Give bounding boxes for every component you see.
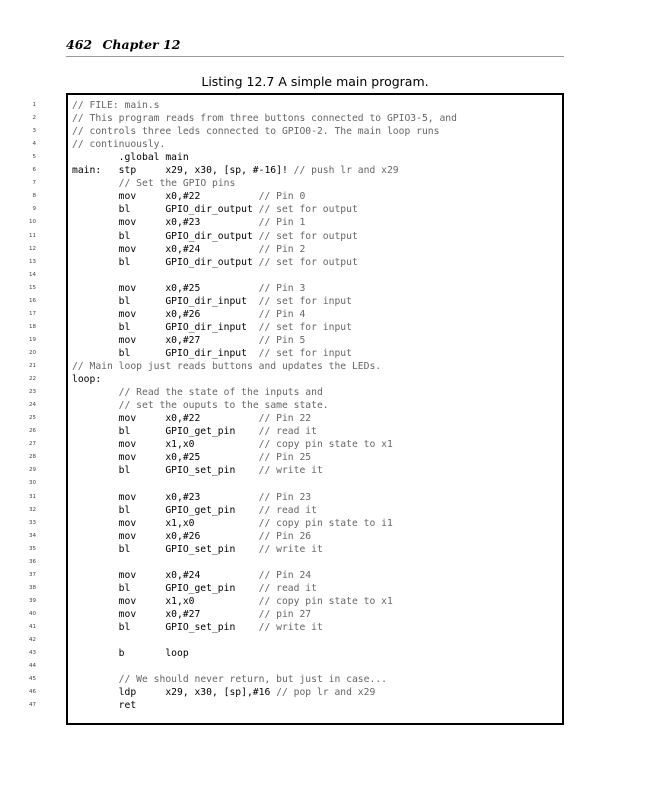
line-number: 25	[29, 415, 36, 422]
code-comment: // pop lr and x29	[276, 687, 376, 699]
line-number: 44	[29, 663, 36, 670]
code-comment: // write it	[258, 465, 323, 477]
line-number: 20	[29, 349, 36, 356]
code-text	[72, 282, 305, 295]
code-comment: // Pin 23	[258, 491, 312, 503]
code-instruction: b loop	[72, 648, 189, 660]
line-number: 38	[29, 584, 36, 591]
code-line	[0, 360, 640, 373]
code-comment: // set for output	[258, 204, 358, 216]
code-line	[0, 438, 640, 451]
code-line	[0, 99, 640, 112]
code-line	[0, 334, 640, 347]
line-number: 46	[29, 689, 36, 696]
code-instruction: main: stp x29, x30, [sp, #-16]!	[72, 165, 294, 177]
code-comment: // Pin 5	[258, 334, 306, 346]
code-line	[0, 282, 640, 295]
code-text	[72, 125, 439, 138]
code-comment: // set for input	[258, 347, 352, 359]
line-number: 23	[29, 389, 36, 396]
code-line	[0, 582, 640, 595]
code-line	[0, 412, 640, 425]
code-instruction: mov x0,#23	[72, 217, 259, 229]
code-instruction: ret	[72, 700, 137, 712]
code-line	[0, 373, 640, 386]
code-instruction: bl GPIO_get_pin	[72, 582, 259, 594]
code-line	[0, 556, 640, 569]
code-comment: // Pin 4	[258, 308, 306, 320]
code-text	[72, 373, 101, 386]
code-line	[0, 477, 640, 490]
code-comment: // continuously.	[72, 139, 166, 151]
code-instruction: mov x0,#25	[72, 282, 259, 294]
code-text	[72, 451, 311, 464]
code-line	[0, 256, 640, 269]
code-text	[72, 177, 235, 190]
code-comment: // This program reads from three buttons connected to GPIO3-5, and	[72, 113, 457, 125]
code-line	[0, 530, 640, 543]
code-instruction: mov x0,#26	[72, 530, 259, 542]
page-number: 462	[66, 37, 93, 52]
code-instruction	[72, 178, 119, 189]
code-comment: // write it	[258, 543, 323, 555]
line-number: 17	[29, 310, 36, 317]
code-text	[72, 438, 393, 451]
code-comment: // read it	[258, 504, 317, 516]
code-instruction: bl GPIO_dir_input	[72, 347, 259, 359]
code-line	[0, 230, 640, 243]
line-number: 9	[32, 206, 36, 213]
code-line	[0, 491, 640, 504]
code-line	[0, 634, 640, 647]
code-comment: // push lr and x29	[293, 165, 399, 177]
line-number: 18	[29, 323, 36, 330]
line-number: 13	[29, 258, 36, 265]
code-instruction: bl GPIO_set_pin	[72, 622, 259, 633]
code-instruction	[72, 387, 119, 398]
code-instruction: bl GPIO_dir_output	[72, 256, 259, 268]
line-number: 28	[29, 454, 36, 461]
code-text	[72, 491, 311, 504]
line-number: 47	[29, 702, 36, 709]
code-text	[72, 99, 160, 112]
code-line	[0, 190, 640, 203]
code-comment: // Main loop just reads buttons and updates the LEDs.	[72, 361, 382, 372]
code-text	[72, 595, 393, 608]
code-text	[72, 504, 317, 517]
code-line	[0, 295, 640, 308]
code-comment: // write it	[258, 622, 323, 633]
code-comment: // read it	[258, 582, 317, 594]
code-text	[72, 243, 305, 256]
code-line	[0, 595, 640, 608]
code-instruction: bl GPIO_dir_output	[72, 230, 259, 242]
code-text	[72, 673, 387, 686]
code-line	[0, 686, 640, 699]
line-number: 27	[29, 441, 36, 448]
code-text	[72, 530, 311, 543]
code-text	[72, 112, 457, 125]
code-text	[72, 164, 399, 177]
line-number: 31	[29, 493, 36, 500]
code-instruction: .global main	[72, 152, 189, 164]
code-instruction: loop:	[72, 374, 102, 386]
code-comment: // Pin 3	[258, 282, 306, 294]
code-comment: // copy pin state to x1	[258, 595, 393, 607]
code-comment: // copy pin state to i1	[258, 517, 393, 529]
code-comment: // Pin 25	[258, 452, 312, 464]
line-number: 5	[32, 154, 36, 161]
line-number: 12	[29, 245, 36, 252]
code-line	[0, 608, 640, 621]
code-text	[72, 412, 311, 425]
code-text	[72, 647, 189, 660]
header-rule	[66, 56, 564, 57]
code-line	[0, 125, 640, 138]
code-instruction: mov x0,#26	[72, 308, 259, 320]
code-comment: // read it	[258, 426, 317, 438]
line-number: 15	[29, 284, 36, 291]
code-text	[72, 569, 311, 582]
code-comment: // Pin 2	[258, 243, 306, 255]
line-number: 34	[29, 532, 36, 539]
code-text	[72, 699, 136, 712]
code-text	[72, 686, 375, 699]
line-number: 8	[32, 193, 36, 200]
code-line	[0, 386, 640, 399]
code-comment: // pin 27	[258, 608, 312, 620]
code-line	[0, 621, 640, 634]
line-number: 10	[29, 219, 36, 226]
code-instruction: bl GPIO_dir_input	[72, 321, 259, 333]
line-number: 40	[29, 610, 36, 617]
code-line	[0, 164, 640, 177]
line-number: 30	[29, 480, 36, 487]
line-number: 39	[29, 597, 36, 604]
line-number: 7	[32, 180, 36, 187]
listing-caption: Listing 12.7 A simple main program.	[201, 74, 429, 89]
code-instruction: mov x1,x0	[72, 517, 259, 529]
code-text	[72, 190, 305, 203]
line-number: 36	[29, 558, 36, 565]
line-number: 4	[32, 141, 36, 148]
code-text	[72, 360, 381, 373]
chapter-title: Chapter 12	[102, 37, 181, 52]
code-comment: // set the ouputs to the same state.	[118, 400, 329, 412]
code-comment: // Pin 1	[258, 217, 306, 229]
code-text	[72, 399, 329, 412]
code-instruction: mov x0,#25	[72, 452, 259, 464]
code-comment: // Pin 22	[258, 413, 312, 425]
line-number: 2	[32, 115, 36, 122]
code-instruction: bl GPIO_dir_output	[72, 204, 259, 216]
line-number: 1	[32, 102, 36, 108]
line-number: 33	[29, 519, 36, 526]
code-instruction: bl GPIO_get_pin	[72, 426, 259, 438]
line-number: 37	[29, 571, 36, 578]
code-line	[0, 203, 640, 216]
running-header	[66, 37, 180, 52]
code-instruction: mov x1,x0	[72, 595, 259, 607]
code-line	[0, 543, 640, 556]
code-comment: // Pin 26	[258, 530, 312, 542]
line-number: 35	[29, 545, 36, 552]
code-line	[0, 517, 640, 530]
code-instruction: mov x0,#24	[72, 243, 259, 255]
code-comment: // We should never return, but just in case...	[118, 674, 387, 686]
line-number: 41	[29, 624, 36, 630]
code-line	[0, 347, 640, 360]
code-instruction: mov x0,#24	[72, 569, 259, 581]
code-text	[72, 216, 305, 229]
line-number: 26	[29, 428, 36, 435]
code-comment: // Pin 0	[258, 191, 306, 203]
code-instruction: bl GPIO_get_pin	[72, 504, 259, 516]
code-text	[72, 230, 358, 243]
code-line	[0, 269, 640, 282]
code-line	[0, 504, 640, 517]
code-comment: // set for output	[258, 256, 358, 268]
code-text	[72, 256, 358, 269]
code-instruction: mov x0,#22	[72, 191, 259, 203]
code-text	[72, 621, 323, 634]
code-instruction: mov x0,#22	[72, 413, 259, 425]
code-line	[0, 647, 640, 660]
line-number: 43	[29, 650, 36, 657]
line-number: 16	[29, 297, 36, 304]
line-number: 21	[29, 363, 36, 369]
code-text	[72, 203, 358, 216]
code-line	[0, 243, 640, 256]
code-line	[0, 399, 640, 412]
line-number: 3	[32, 128, 36, 135]
code-comment: // Pin 24	[258, 569, 312, 581]
code-text	[72, 464, 323, 477]
code-line	[0, 138, 640, 151]
code-comment: // FILE: main.s	[72, 100, 160, 111]
line-number: 45	[29, 676, 36, 683]
code-comment: // set for output	[258, 230, 358, 242]
line-number: 22	[29, 376, 36, 383]
code-line	[0, 673, 640, 686]
code-instruction: mov x0,#23	[72, 491, 259, 503]
code-text	[72, 582, 317, 595]
code-text	[72, 347, 352, 360]
line-number: 42	[29, 637, 36, 644]
line-number: 29	[29, 467, 36, 474]
code-line	[0, 451, 640, 464]
code-instruction: mov x0,#27	[72, 608, 259, 620]
code-line	[0, 151, 640, 164]
line-number: 11	[29, 232, 36, 239]
code-text	[72, 295, 352, 308]
code-instruction: bl GPIO_dir_input	[72, 295, 259, 307]
code-text	[72, 334, 305, 347]
code-text	[72, 386, 323, 399]
code-instruction	[72, 674, 119, 685]
line-number: 6	[32, 167, 36, 174]
code-comment: // set for input	[258, 295, 352, 307]
code-line	[0, 660, 640, 673]
code-line	[0, 569, 640, 582]
code-text	[72, 151, 189, 164]
code-line	[0, 177, 640, 190]
line-number: 14	[29, 271, 36, 278]
code-line	[0, 112, 640, 125]
code-comment: // controls three leds connected to GPIO0-2. The main loop runs	[72, 126, 440, 138]
code-instruction: mov x1,x0	[72, 439, 259, 451]
code-text	[72, 425, 317, 438]
code-comment: // Read the state of the inputs and	[118, 387, 323, 399]
code-instruction: bl GPIO_set_pin	[72, 465, 259, 477]
code-line	[0, 308, 640, 321]
code-instruction: mov x0,#27	[72, 334, 259, 346]
code-line	[0, 464, 640, 477]
code-text	[72, 321, 352, 334]
code-instruction: bl GPIO_set_pin	[72, 543, 259, 555]
line-number: 24	[29, 402, 36, 409]
code-text	[72, 138, 165, 151]
code-instruction	[72, 400, 119, 411]
code-line	[0, 321, 640, 334]
code-text	[72, 308, 305, 321]
line-number: 19	[29, 336, 36, 343]
code-comment: // Set the GPIO pins	[118, 178, 236, 190]
code-text	[72, 543, 323, 556]
code-text	[72, 517, 393, 530]
line-number: 32	[29, 506, 36, 513]
code-instruction: ldp x29, x30, [sp],#16	[72, 687, 277, 699]
code-line	[0, 699, 640, 712]
code-comment: // set for input	[258, 321, 352, 333]
code-line	[0, 216, 640, 229]
code-text	[72, 608, 311, 621]
code-comment: // copy pin state to x1	[258, 439, 393, 451]
code-line	[0, 425, 640, 438]
